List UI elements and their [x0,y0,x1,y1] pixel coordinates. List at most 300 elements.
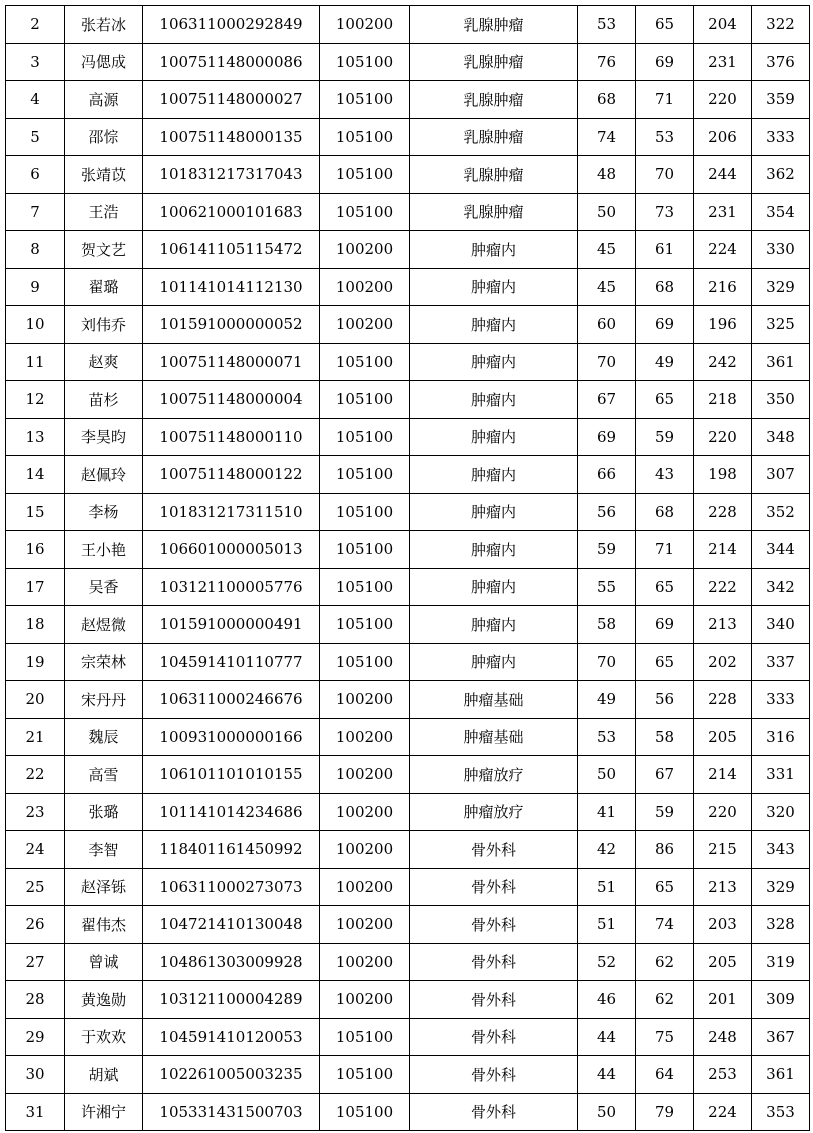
student-name-cell: 王小艳 [65,531,143,569]
table-row [6,681,810,719]
score-total-cell: 353 [752,1093,810,1131]
score-specialized-cell: 231 [694,193,752,231]
score-english-cell: 69 [636,43,694,81]
exam-id-cell: 106601000005013 [143,531,320,569]
score-total-cell: 342 [752,568,810,606]
score-politics-cell: 55 [578,568,636,606]
major-code-cell: 105100 [320,1093,410,1131]
score-specialized-cell: 198 [694,456,752,494]
score-total-cell: 348 [752,418,810,456]
specialty-cell: 肿瘤内 [410,643,578,681]
table-row [6,268,810,306]
table-row [6,493,810,531]
score-politics-cell: 56 [578,493,636,531]
student-name-cell: 黄逸勋 [65,981,143,1019]
specialty-cell: 骨外科 [410,831,578,869]
specialty-cell: 肿瘤内 [410,456,578,494]
exam-id-cell: 100751148000110 [143,418,320,456]
major-code-cell: 105100 [320,81,410,119]
major-code-cell: 105100 [320,156,410,194]
student-name-cell: 邵悰 [65,118,143,156]
score-total-cell: 328 [752,906,810,944]
table-row [6,531,810,569]
row-number-cell: 18 [6,606,65,644]
major-code-cell: 100200 [320,756,410,794]
student-name-cell: 赵爽 [65,343,143,381]
exam-id-cell: 106141105115472 [143,231,320,269]
student-name-cell: 赵煜微 [65,606,143,644]
score-english-cell: 75 [636,1018,694,1056]
student-name-cell: 魏辰 [65,718,143,756]
score-specialized-cell: 222 [694,568,752,606]
score-politics-cell: 49 [578,681,636,719]
score-specialized-cell: 216 [694,268,752,306]
exam-id-cell: 100751148000086 [143,43,320,81]
exam-id-cell: 101831217311510 [143,493,320,531]
specialty-cell: 骨外科 [410,868,578,906]
score-politics-cell: 53 [578,718,636,756]
table-row [6,381,810,419]
score-specialized-cell: 205 [694,943,752,981]
major-code-cell: 100200 [320,681,410,719]
score-specialized-cell: 204 [694,6,752,44]
specialty-cell: 乳腺肿瘤 [410,156,578,194]
major-code-cell: 105100 [320,1056,410,1094]
exam-id-cell: 101141014234686 [143,793,320,831]
score-total-cell: 367 [752,1018,810,1056]
table-row [6,343,810,381]
exam-id-cell: 100621000101683 [143,193,320,231]
score-specialized-cell: 214 [694,756,752,794]
row-number-cell: 6 [6,156,65,194]
row-number-cell: 15 [6,493,65,531]
score-english-cell: 64 [636,1056,694,1094]
row-number-cell: 28 [6,981,65,1019]
specialty-cell: 乳腺肿瘤 [410,43,578,81]
score-politics-cell: 67 [578,381,636,419]
score-politics-cell: 60 [578,306,636,344]
score-politics-cell: 74 [578,118,636,156]
table-row [6,81,810,119]
score-specialized-cell: 213 [694,868,752,906]
score-specialized-cell: 224 [694,231,752,269]
exam-id-cell: 103121100004289 [143,981,320,1019]
score-total-cell: 331 [752,756,810,794]
row-number-cell: 11 [6,343,65,381]
exam-id-cell: 104861303009928 [143,943,320,981]
score-total-cell: 359 [752,81,810,119]
student-name-cell: 张璐 [65,793,143,831]
student-name-cell: 贺文艺 [65,231,143,269]
score-total-cell: 352 [752,493,810,531]
row-number-cell: 30 [6,1056,65,1094]
score-specialized-cell: 201 [694,981,752,1019]
score-total-cell: 333 [752,681,810,719]
major-code-cell: 105100 [320,531,410,569]
score-english-cell: 68 [636,268,694,306]
score-english-cell: 59 [636,793,694,831]
table-row [6,606,810,644]
table-row [6,793,810,831]
score-english-cell: 69 [636,306,694,344]
student-name-cell: 许湘宁 [65,1093,143,1131]
table-row [6,1018,810,1056]
student-name-cell: 翟伟杰 [65,906,143,944]
table-row [6,1056,810,1094]
student-name-cell: 高雪 [65,756,143,794]
score-specialized-cell: 220 [694,81,752,119]
major-code-cell: 105100 [320,643,410,681]
score-politics-cell: 53 [578,6,636,44]
score-total-cell: 361 [752,343,810,381]
student-name-cell: 苗杉 [65,381,143,419]
row-number-cell: 16 [6,531,65,569]
score-english-cell: 65 [636,643,694,681]
exam-id-cell: 100751148000122 [143,456,320,494]
score-politics-cell: 58 [578,606,636,644]
score-specialized-cell: 228 [694,493,752,531]
exam-id-cell: 100751148000135 [143,118,320,156]
exam-id-cell: 100931000000166 [143,718,320,756]
score-politics-cell: 69 [578,418,636,456]
row-number-cell: 21 [6,718,65,756]
exam-id-cell: 101141014112130 [143,268,320,306]
score-english-cell: 73 [636,193,694,231]
score-total-cell: 340 [752,606,810,644]
major-code-cell: 105100 [320,456,410,494]
score-politics-cell: 70 [578,643,636,681]
score-total-cell: 329 [752,868,810,906]
major-code-cell: 105100 [320,493,410,531]
exam-id-cell: 102261005003235 [143,1056,320,1094]
student-name-cell: 宗荣林 [65,643,143,681]
table-row [6,193,810,231]
score-total-cell: 333 [752,118,810,156]
major-code-cell: 105100 [320,343,410,381]
score-english-cell: 71 [636,531,694,569]
score-table [5,5,810,1131]
table-row [6,118,810,156]
score-specialized-cell: 228 [694,681,752,719]
score-total-cell: 330 [752,231,810,269]
score-total-cell: 329 [752,268,810,306]
table-row [6,643,810,681]
student-name-cell: 翟璐 [65,268,143,306]
table-row [6,43,810,81]
student-name-cell: 宋丹丹 [65,681,143,719]
specialty-cell: 肿瘤放疗 [410,756,578,794]
row-number-cell: 17 [6,568,65,606]
major-code-cell: 100200 [320,868,410,906]
table-row [6,868,810,906]
table-row [6,418,810,456]
major-code-cell: 100200 [320,906,410,944]
score-total-cell: 316 [752,718,810,756]
row-number-cell: 9 [6,268,65,306]
score-specialized-cell: 206 [694,118,752,156]
score-politics-cell: 50 [578,756,636,794]
student-name-cell: 吴香 [65,568,143,606]
major-code-cell: 100200 [320,831,410,869]
specialty-cell: 乳腺肿瘤 [410,193,578,231]
score-total-cell: 309 [752,981,810,1019]
score-english-cell: 49 [636,343,694,381]
student-name-cell: 王浩 [65,193,143,231]
row-number-cell: 23 [6,793,65,831]
row-number-cell: 20 [6,681,65,719]
table-row [6,718,810,756]
exam-id-cell: 106311000273073 [143,868,320,906]
table-row [6,156,810,194]
score-english-cell: 58 [636,718,694,756]
exam-id-cell: 106311000292849 [143,6,320,44]
specialty-cell: 骨外科 [410,1056,578,1094]
score-specialized-cell: 231 [694,43,752,81]
score-specialized-cell: 220 [694,793,752,831]
table-row [6,6,810,44]
table-body [6,6,810,1131]
score-english-cell: 68 [636,493,694,531]
exam-id-cell: 104591410110777 [143,643,320,681]
score-specialized-cell: 196 [694,306,752,344]
score-politics-cell: 44 [578,1056,636,1094]
table-row [6,231,810,269]
specialty-cell: 骨外科 [410,981,578,1019]
specialty-cell: 骨外科 [410,906,578,944]
specialty-cell: 肿瘤内 [410,231,578,269]
score-specialized-cell: 218 [694,381,752,419]
table-row [6,1093,810,1131]
specialty-cell: 肿瘤内 [410,268,578,306]
table-row [6,306,810,344]
row-number-cell: 4 [6,81,65,119]
major-code-cell: 105100 [320,418,410,456]
score-specialized-cell: 205 [694,718,752,756]
specialty-cell: 肿瘤内 [410,418,578,456]
major-code-cell: 105100 [320,43,410,81]
student-name-cell: 张靖苡 [65,156,143,194]
score-politics-cell: 48 [578,156,636,194]
student-name-cell: 冯偲成 [65,43,143,81]
score-english-cell: 69 [636,606,694,644]
score-politics-cell: 51 [578,906,636,944]
score-total-cell: 350 [752,381,810,419]
row-number-cell: 3 [6,43,65,81]
specialty-cell: 肿瘤基础 [410,718,578,756]
score-specialized-cell: 244 [694,156,752,194]
specialty-cell: 乳腺肿瘤 [410,81,578,119]
score-total-cell: 361 [752,1056,810,1094]
score-politics-cell: 44 [578,1018,636,1056]
student-name-cell: 李昊昀 [65,418,143,456]
exam-id-cell: 100751148000027 [143,81,320,119]
specialty-cell: 肿瘤内 [410,531,578,569]
score-total-cell: 344 [752,531,810,569]
row-number-cell: 19 [6,643,65,681]
score-english-cell: 59 [636,418,694,456]
student-name-cell: 李智 [65,831,143,869]
row-number-cell: 5 [6,118,65,156]
exam-id-cell: 101831217317043 [143,156,320,194]
table-row [6,568,810,606]
score-english-cell: 65 [636,381,694,419]
score-total-cell: 307 [752,456,810,494]
major-code-cell: 105100 [320,1018,410,1056]
major-code-cell: 105100 [320,193,410,231]
score-english-cell: 86 [636,831,694,869]
score-english-cell: 56 [636,681,694,719]
specialty-cell: 肿瘤内 [410,606,578,644]
student-name-cell: 赵佩玲 [65,456,143,494]
score-total-cell: 322 [752,6,810,44]
table-row [6,756,810,794]
score-english-cell: 71 [636,81,694,119]
exam-id-cell: 103121100005776 [143,568,320,606]
exam-id-cell: 105331431500703 [143,1093,320,1131]
score-politics-cell: 50 [578,1093,636,1131]
major-code-cell: 100200 [320,268,410,306]
score-total-cell: 320 [752,793,810,831]
score-english-cell: 65 [636,868,694,906]
score-specialized-cell: 202 [694,643,752,681]
exam-id-cell: 100751148000071 [143,343,320,381]
row-number-cell: 25 [6,868,65,906]
score-english-cell: 67 [636,756,694,794]
table-row [6,906,810,944]
score-specialized-cell: 253 [694,1056,752,1094]
specialty-cell: 骨外科 [410,943,578,981]
exam-id-cell: 104721410130048 [143,906,320,944]
score-total-cell: 354 [752,193,810,231]
score-politics-cell: 59 [578,531,636,569]
score-total-cell: 325 [752,306,810,344]
score-specialized-cell: 242 [694,343,752,381]
major-code-cell: 100200 [320,943,410,981]
score-specialized-cell: 213 [694,606,752,644]
student-name-cell: 李杨 [65,493,143,531]
score-politics-cell: 66 [578,456,636,494]
score-specialized-cell: 248 [694,1018,752,1056]
major-code-cell: 105100 [320,568,410,606]
score-politics-cell: 46 [578,981,636,1019]
exam-id-cell: 100751148000004 [143,381,320,419]
row-number-cell: 29 [6,1018,65,1056]
specialty-cell: 肿瘤内 [410,381,578,419]
row-number-cell: 27 [6,943,65,981]
score-total-cell: 362 [752,156,810,194]
score-english-cell: 61 [636,231,694,269]
score-politics-cell: 50 [578,193,636,231]
major-code-cell: 105100 [320,381,410,419]
specialty-cell: 肿瘤基础 [410,681,578,719]
score-politics-cell: 68 [578,81,636,119]
major-code-cell: 105100 [320,118,410,156]
score-politics-cell: 76 [578,43,636,81]
student-name-cell: 胡斌 [65,1056,143,1094]
score-politics-cell: 45 [578,268,636,306]
row-number-cell: 2 [6,6,65,44]
score-politics-cell: 45 [578,231,636,269]
score-politics-cell: 41 [578,793,636,831]
row-number-cell: 22 [6,756,65,794]
score-total-cell: 376 [752,43,810,81]
major-code-cell: 100200 [320,981,410,1019]
student-name-cell: 于欢欢 [65,1018,143,1056]
table-row [6,943,810,981]
table-row [6,981,810,1019]
score-specialized-cell: 224 [694,1093,752,1131]
score-specialized-cell: 203 [694,906,752,944]
score-specialized-cell: 214 [694,531,752,569]
major-code-cell: 100200 [320,718,410,756]
row-number-cell: 26 [6,906,65,944]
student-name-cell: 曾诚 [65,943,143,981]
student-name-cell: 高源 [65,81,143,119]
student-name-cell: 张若冰 [65,6,143,44]
score-specialized-cell: 220 [694,418,752,456]
score-politics-cell: 51 [578,868,636,906]
score-english-cell: 53 [636,118,694,156]
score-english-cell: 62 [636,943,694,981]
score-english-cell: 74 [636,906,694,944]
row-number-cell: 8 [6,231,65,269]
row-number-cell: 12 [6,381,65,419]
row-number-cell: 7 [6,193,65,231]
specialty-cell: 乳腺肿瘤 [410,118,578,156]
major-code-cell: 100200 [320,793,410,831]
score-total-cell: 337 [752,643,810,681]
student-name-cell: 刘伟乔 [65,306,143,344]
major-code-cell: 100200 [320,6,410,44]
specialty-cell: 肿瘤内 [410,306,578,344]
specialty-cell: 肿瘤内 [410,343,578,381]
row-number-cell: 31 [6,1093,65,1131]
major-code-cell: 100200 [320,231,410,269]
score-politics-cell: 42 [578,831,636,869]
score-specialized-cell: 215 [694,831,752,869]
table-row [6,456,810,494]
specialty-cell: 骨外科 [410,1018,578,1056]
major-code-cell: 105100 [320,606,410,644]
major-code-cell: 100200 [320,306,410,344]
row-number-cell: 24 [6,831,65,869]
row-number-cell: 10 [6,306,65,344]
score-politics-cell: 70 [578,343,636,381]
score-english-cell: 79 [636,1093,694,1131]
specialty-cell: 肿瘤内 [410,568,578,606]
score-english-cell: 70 [636,156,694,194]
specialty-cell: 乳腺肿瘤 [410,6,578,44]
specialty-cell: 肿瘤放疗 [410,793,578,831]
score-total-cell: 343 [752,831,810,869]
exam-id-cell: 106101101010155 [143,756,320,794]
student-name-cell: 赵泽铄 [65,868,143,906]
specialty-cell: 骨外科 [410,1093,578,1131]
score-english-cell: 62 [636,981,694,1019]
exam-id-cell: 101591000000491 [143,606,320,644]
row-number-cell: 13 [6,418,65,456]
score-english-cell: 43 [636,456,694,494]
exam-id-cell: 104591410120053 [143,1018,320,1056]
score-total-cell: 319 [752,943,810,981]
score-politics-cell: 52 [578,943,636,981]
score-english-cell: 65 [636,568,694,606]
row-number-cell: 14 [6,456,65,494]
exam-id-cell: 106311000246676 [143,681,320,719]
score-english-cell: 65 [636,6,694,44]
exam-id-cell: 101591000000052 [143,306,320,344]
specialty-cell: 肿瘤内 [410,493,578,531]
